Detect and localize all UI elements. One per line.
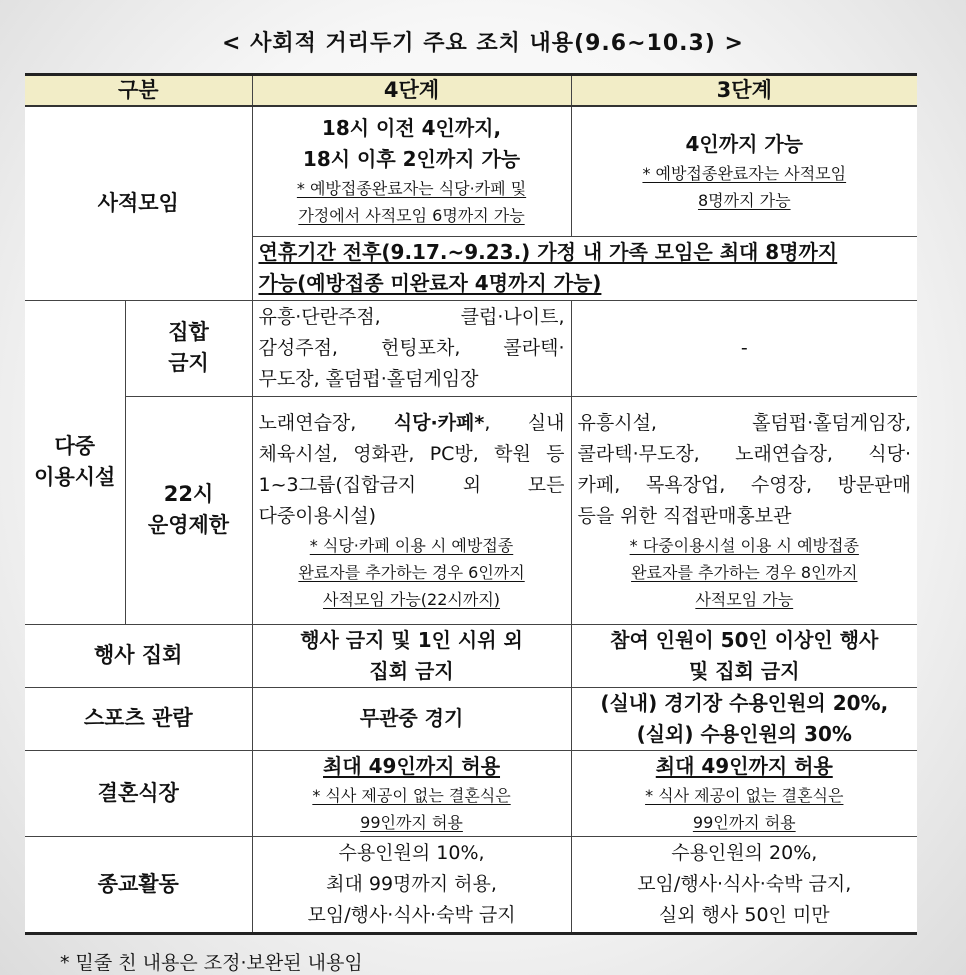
holiday-line2: 가능(예방접종 미완료자 4명까지 가능): [258, 271, 602, 295]
religion-l3-line2: 모임/행사·식사·숙박 금지,: [637, 872, 852, 895]
private-gathering-level3: [571, 106, 917, 236]
header-category: 구분: [25, 75, 252, 107]
header-level3: 3단계: [571, 75, 917, 107]
row-label-limit: [125, 396, 252, 624]
table-row: [25, 300, 917, 396]
limit-l3-line3: 카페, 목욕장업, 수영장, 방문판매: [577, 473, 912, 496]
limit-l3-note2: 완료자를 추가하는 경우 8인까지: [631, 562, 858, 582]
wedding-l3-note1: * 식사 제공이 없는 결혼식은: [645, 785, 844, 805]
holiday-line1: 연휴기간 전후(9.17.~9.23.) 가정 내 가족 모임은 최대 8명까지: [258, 240, 838, 264]
table-row: [25, 687, 917, 750]
wedding-level3: [571, 750, 917, 836]
private-gathering-l3-line1: 4인까지 가능: [685, 131, 803, 156]
limit-l3-note1: * 다중이용시설 이용 시 예방접종: [629, 535, 859, 555]
events-l4-line2: 집회 금지: [369, 658, 454, 683]
religion-level4: [252, 836, 571, 933]
events-l3-line2: 및 집회 금지: [689, 658, 800, 683]
limit-l3-line1: 유흥시설, 홀덤펍·홀덤게임장,: [577, 411, 912, 434]
row-label-events: 행사 집회: [25, 624, 252, 687]
limit-l3-line2: 콜라텍·무도장, 노래연습장, 식당·: [577, 442, 912, 465]
table-header-row: [25, 75, 917, 107]
measures-table: [25, 73, 917, 935]
table-row: [25, 396, 917, 624]
private-gathering-l4-line2: 18시 이후 2인까지 가능: [302, 147, 521, 172]
private-gathering-level4: [252, 106, 571, 236]
limit-l4-line3: 1~3그룹(집합금지 외 모든: [258, 473, 565, 496]
religion-l4-line2: 최대 99명까지 허용,: [326, 872, 497, 895]
sports-l3-line1: (실내) 경기장 수용인원의 20%,: [600, 690, 889, 715]
religion-l3-line1: 수용인원의 20%,: [671, 841, 818, 864]
row-label-facilities: [25, 300, 125, 624]
row-label-sports: 스포츠 관람: [25, 687, 252, 750]
limit-l4-line1: 노래연습장, 식당·카페*, 실내: [258, 411, 565, 434]
row-label-private-gathering: 사적모임: [25, 106, 252, 300]
page-title: < 사회적 거리두기 주요 조치 내용(9.6~10.3) >: [222, 31, 744, 56]
limit-level3: [571, 396, 917, 624]
religion-l3-line3: 실외 행사 50인 미만: [658, 903, 830, 926]
facilities-label-line1: 다중: [54, 434, 96, 458]
limit-l4-note2: 완료자를 추가하는 경우 6인까지: [298, 562, 525, 582]
table-row: [25, 836, 917, 933]
events-l4-line1: 행사 금지 및 1인 시위 외: [300, 627, 523, 652]
ban-level3: -: [571, 300, 917, 396]
limit-l4-line4: 다중이용시설): [258, 504, 377, 527]
footnote: * 밑줄 친 내용은 조정·보완된 내용임: [60, 952, 363, 974]
limit-level4: [252, 396, 571, 624]
ban-l4-line2: 감성주점, 헌팅포차, 콜라텍·: [258, 336, 565, 359]
ban-label-line2: 금지: [168, 351, 209, 375]
private-gathering-holiday: [252, 236, 917, 300]
events-l3-line1: 참여 인원이 50인 이상인 행사: [610, 627, 879, 652]
row-label-religion: 종교활동: [25, 836, 252, 933]
wedding-l4-note1: * 식사 제공이 없는 결혼식은: [312, 785, 511, 805]
events-level4: [252, 624, 571, 687]
religion-level3: [571, 836, 917, 933]
private-gathering-l4-note1: * 예방접종완료자는 식당·카페 및: [296, 179, 527, 199]
limit-l3-note3: 사적모임 가능: [695, 589, 794, 609]
limit-l4-note1: * 식당·카페 이용 시 예방접종: [309, 535, 514, 555]
private-gathering-l3-note2: 8명까지 가능: [697, 190, 791, 210]
sports-level3: [571, 687, 917, 750]
ban-label-line1: 집합: [168, 320, 209, 344]
limit-label-line2: 운영제한: [147, 513, 230, 537]
private-gathering-l3-note1: * 예방접종완료자는 사적모임: [642, 163, 847, 183]
limit-label-line1: 22시: [163, 482, 214, 506]
wedding-l4-note2: 99인까지 허용: [360, 812, 463, 832]
limit-l4-note3: 사적모임 가능(22시까지): [322, 589, 501, 609]
cafe-emphasis: 식당·카페*: [393, 411, 485, 434]
row-label-ban: [125, 300, 252, 396]
limit-l4-line2: 체육시설, 영화관, PC방, 학원 등: [258, 442, 565, 465]
header-level4: 4단계: [252, 75, 571, 107]
ban-l4-line3: 무도장, 홀덤펍·홀덤게임장: [258, 367, 479, 390]
events-level3: [571, 624, 917, 687]
ban-level4: [252, 300, 571, 396]
wedding-l3-line1: 최대 49인까지 허용: [655, 753, 833, 778]
table-row: [25, 106, 917, 236]
wedding-l3-note2: 99인까지 허용: [692, 812, 796, 832]
religion-l4-line1: 수용인원의 10%,: [338, 841, 485, 864]
religion-l4-line3: 모임/행사·식사·숙박 금지: [307, 903, 516, 926]
sports-l3-line2: (실외) 수용인원의 30%: [636, 721, 852, 746]
facilities-label-line2: 이용시설: [34, 465, 116, 489]
row-label-wedding: 결혼식장: [25, 750, 252, 836]
table-row: [25, 624, 917, 687]
private-gathering-l4-line1: 18시 이전 4인까지,: [321, 116, 502, 141]
table-row: [25, 750, 917, 836]
private-gathering-l4-note2: 가정에서 사적모임 6명까지 가능: [298, 206, 525, 226]
limit-l3-line4: 등을 위한 직접판매홍보관: [577, 504, 792, 527]
ban-l4-line1: 유흥·단란주점, 클럽·나이트,: [258, 305, 565, 328]
wedding-level4: [252, 750, 571, 836]
wedding-l4-line1: 최대 49인까지 허용: [323, 753, 501, 778]
sports-level4: 무관중 경기: [252, 687, 571, 750]
